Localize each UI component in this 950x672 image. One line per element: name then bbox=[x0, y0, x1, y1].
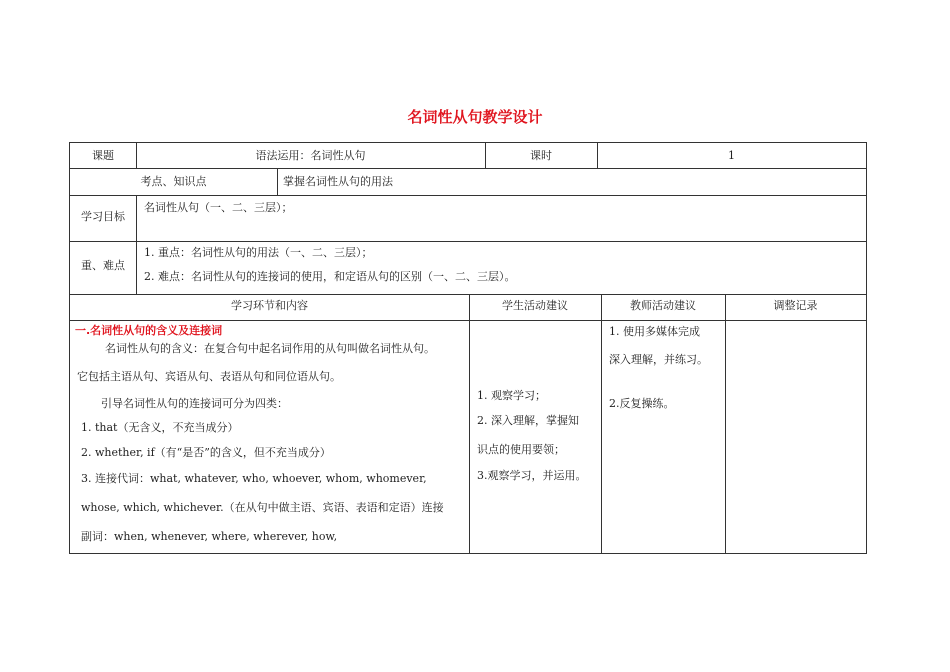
teacher-activity-line: 深入理解，并练习。 bbox=[609, 353, 708, 366]
content-line: 名词性从句的含义：在复合句中起名词作用的从句叫做名词性从句。 bbox=[105, 342, 435, 355]
content-line: 3. 连接代词：what, whatever, who, whoever, whom, whomever, bbox=[81, 472, 427, 485]
learning-goal-content: 名词性从句（一、二、三层）； bbox=[144, 201, 293, 214]
period-label: 课时 bbox=[530, 149, 552, 162]
difficult-point-line: 2. 难点：名词性从句的连接词的使用，和定语从句的区别（一、二、三层）。 bbox=[144, 270, 516, 283]
column-header-teacher: 教师活动建议 bbox=[630, 299, 696, 312]
section-heading: 一.名词性从句的含义及连接词 bbox=[75, 324, 223, 337]
teacher-activity-line: 2.反复操练。 bbox=[609, 397, 675, 410]
content-line: 副词：when, whenever, where, wherever, how, bbox=[81, 530, 338, 543]
student-activity-line: 1. 观察学习； bbox=[477, 389, 546, 402]
document-title: 名词性从句教学设计 bbox=[407, 108, 543, 126]
student-activity-line: 识点的使用要领； bbox=[477, 443, 565, 456]
key-difficult-label: 重、难点 bbox=[81, 259, 125, 272]
column-header-student: 学生活动建议 bbox=[502, 299, 568, 312]
content-line: 2. whether, if（有“是否”的含义，但不充当成分） bbox=[81, 446, 331, 459]
knowledge-point-content: 掌握名词性从句的用法 bbox=[283, 175, 393, 188]
column-header-content: 学习环节和内容 bbox=[231, 299, 308, 312]
content-line: whose, which, whichever.（在从句中做主语、宾语、表语和定语）连接 bbox=[81, 501, 444, 514]
knowledge-point-label: 考点、知识点 bbox=[140, 175, 207, 188]
course-topic: 语法运用：名词性从句 bbox=[255, 149, 366, 162]
period-value: 1 bbox=[728, 149, 735, 162]
teacher-activity-line: 1. 使用多媒体完成 bbox=[609, 325, 700, 338]
learning-goal-label: 学习目标 bbox=[81, 210, 125, 223]
column-header-adjust: 调整记录 bbox=[773, 299, 818, 312]
key-point-line: 1. 重点：名词性从句的用法（一、二、三层）； bbox=[144, 246, 373, 259]
student-activity-line: 3.观察学习，并运用。 bbox=[477, 469, 587, 482]
content-line: 它包括主语从句、宾语从句、表语从句和同位语从句。 bbox=[77, 370, 341, 383]
content-line: 引导名词性从句的连接词可分为四类： bbox=[101, 397, 288, 410]
lesson-plan-table bbox=[69, 142, 867, 554]
student-activity-line: 2. 深入理解，掌握知 bbox=[477, 414, 579, 427]
course-label: 课题 bbox=[92, 149, 114, 162]
content-line: 1. that（无含义，不充当成分） bbox=[81, 421, 239, 434]
